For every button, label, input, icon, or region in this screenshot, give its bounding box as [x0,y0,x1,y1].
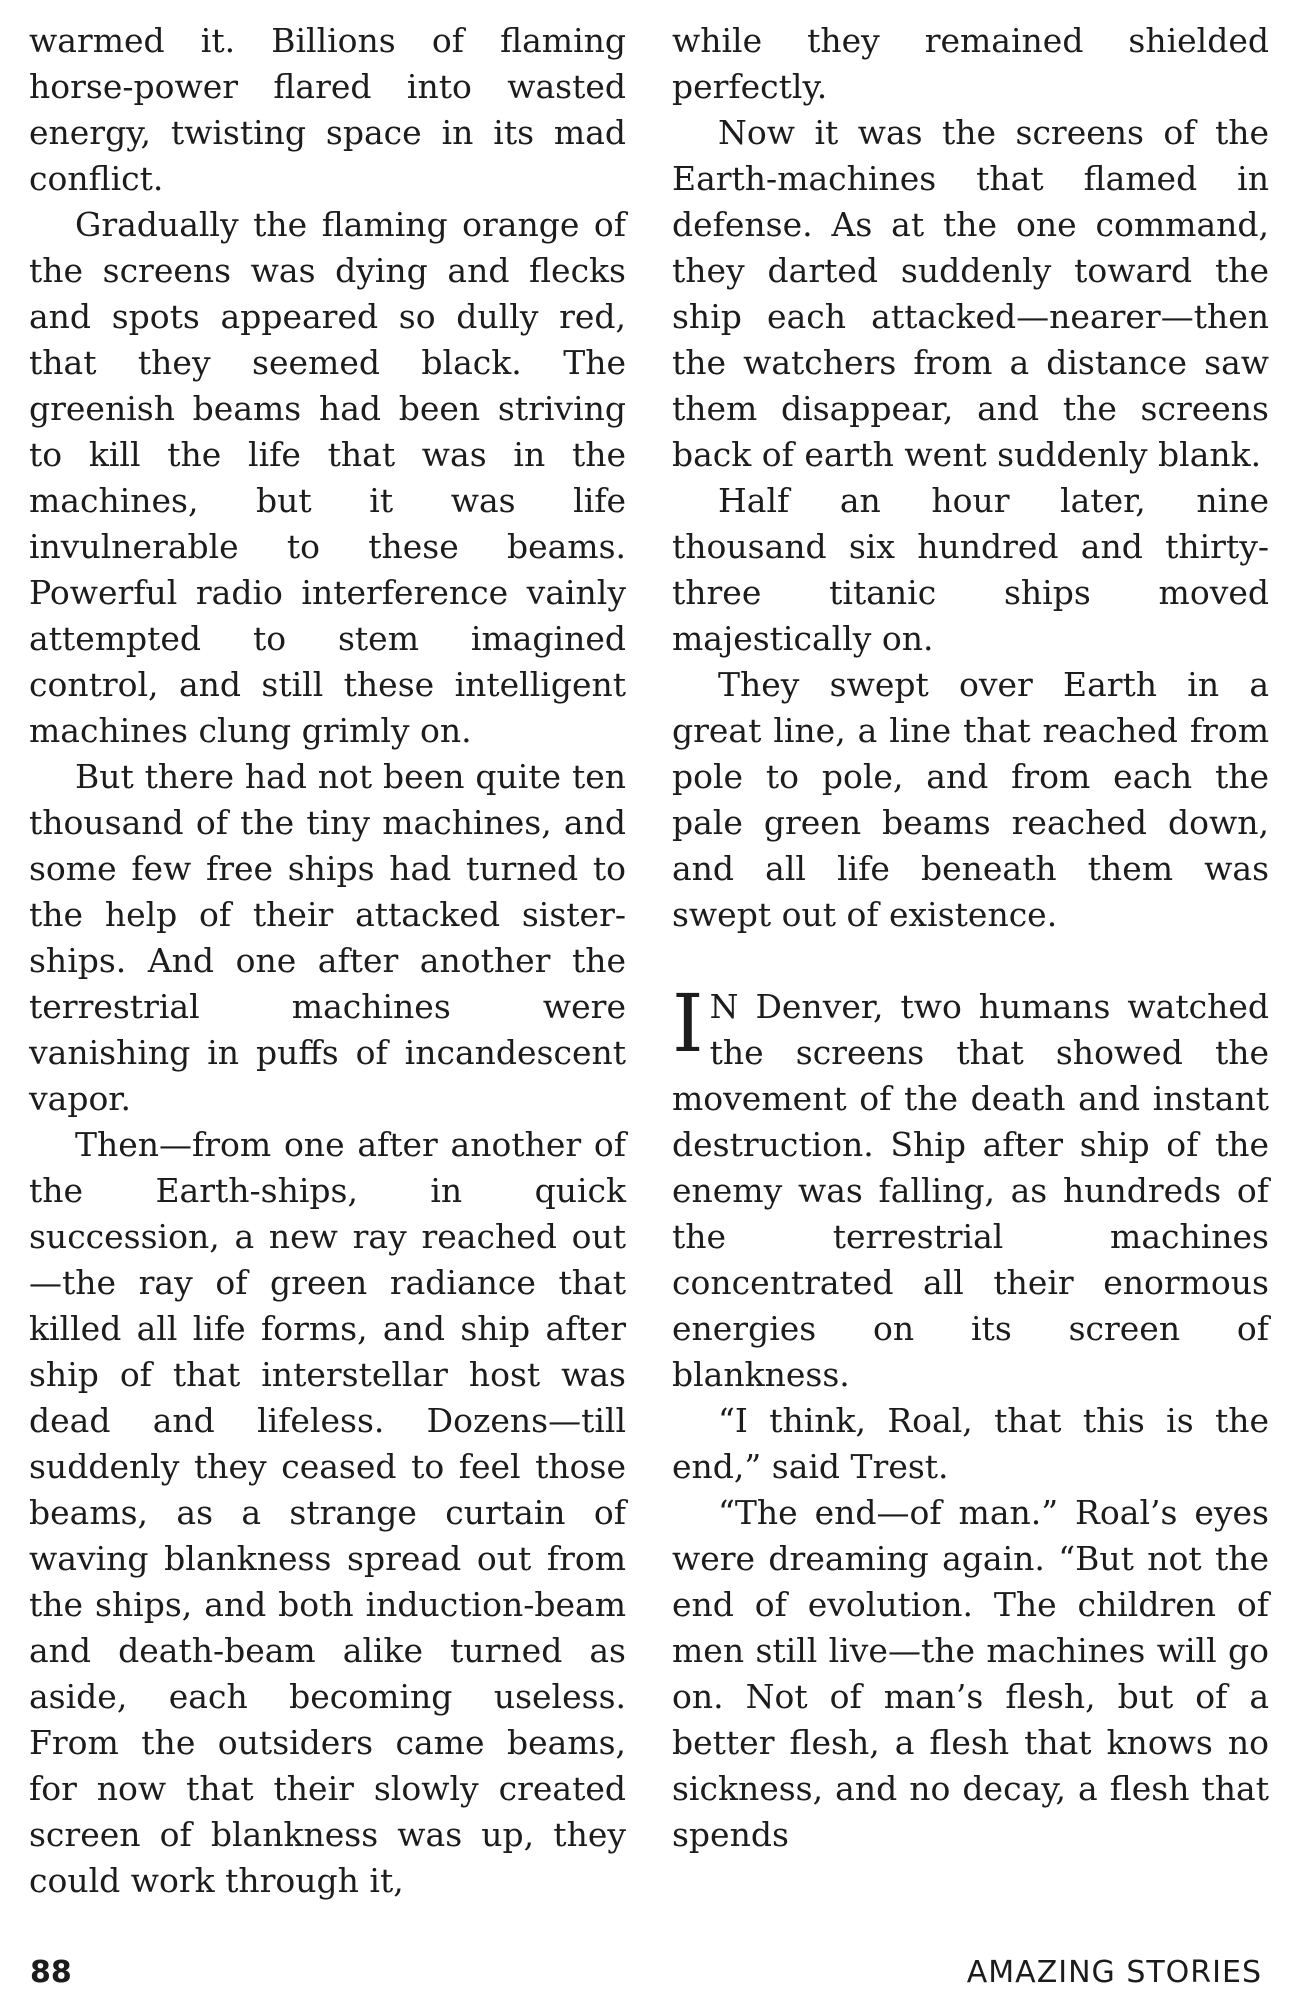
paragraph: “The end—of man.” Roal’s eyes were dreaming again. “But not the end of evolution. The children of men still live—the machines will go on. Not of man’s flesh, but of a better flesh, a flesh that knows no sickness, and no decay, a flesh that spends [672,1493,1269,1854]
paragraph: Then—from one after another of the Earth-ships, in quick succession, a new ray reached out—the ray of green radiance that killed all life forms, and ship after ship of that interstellar host was dead and lifeless. Dozens—till suddenly they ceased to feel those beams, as a strange curtain of waving blankness spread out from the ships, and both induction-beam and death-beam alike turned as aside, each becoming useless. From the outsiders came beams, for now that their slowly created screen of blankness was up, they could work through it, [29,1125,626,1900]
paragraph: “I think, Roal, that this is the end,” said Trest. [672,1401,1269,1486]
paragraph: They swept over Earth in a great line, a line that reached from pole to pole, and from each the pale green beams reached down, and all life beneath them was swept out of existence. [672,665,1269,934]
dropcap-paragraph-text: N Denver, two humans watched the screens that showed the movement of the death and instant destruction. Ship after ship of the enemy was falling, as hundreds of the terrestrial machines concentrated all their enormous energies on its screen of blankness. [672,987,1269,1394]
page-footer [0,1948,1302,1998]
left-column [29,18,626,1904]
paragraph: But there had not been quite ten thousand of the tiny machines, and some few free ships had turned to the help of their attacked sister-ships. And one after another the terrestrial machines were vanishing in puffs of incandescent vapor. [29,757,626,1118]
section-break [672,938,1269,984]
paragraph: warmed it. Billions of flaming horse-power flared into wasted energy, twisting space in its mad conflict. [29,21,626,198]
magazine-title: AMAZING STORIES [966,1955,1262,1990]
right-column [672,18,1269,1858]
drop-cap: I [672,977,704,1070]
dropcap-paragraph [672,977,1269,1398]
paragraph: Now it was the screens of the Earth-machines that flamed in defense. As at the one command, they darted suddenly toward the ship each attacked—nearer—then the watchers from a distance saw them disappear, and the screens back of earth went suddenly blank. [672,113,1269,474]
paragraph: while they remained shielded perfectly. [672,21,1269,106]
paragraph: Half an hour later, nine thousand six hundred and thirty-three titanic ships moved majestically on. [672,481,1269,658]
paragraph: Gradually the flaming orange of the screens was dying and flecks and spots appeared so dully red, that they seemed black. The greenish beams had been striving to kill the life that was in the machines, but it was life invulnerable to these beams. Powerful radio interference vainly attempted to stem imagined control, and still these intelligent machines clung grimly on. [29,205,626,750]
page-number: 88 [30,1955,72,1990]
